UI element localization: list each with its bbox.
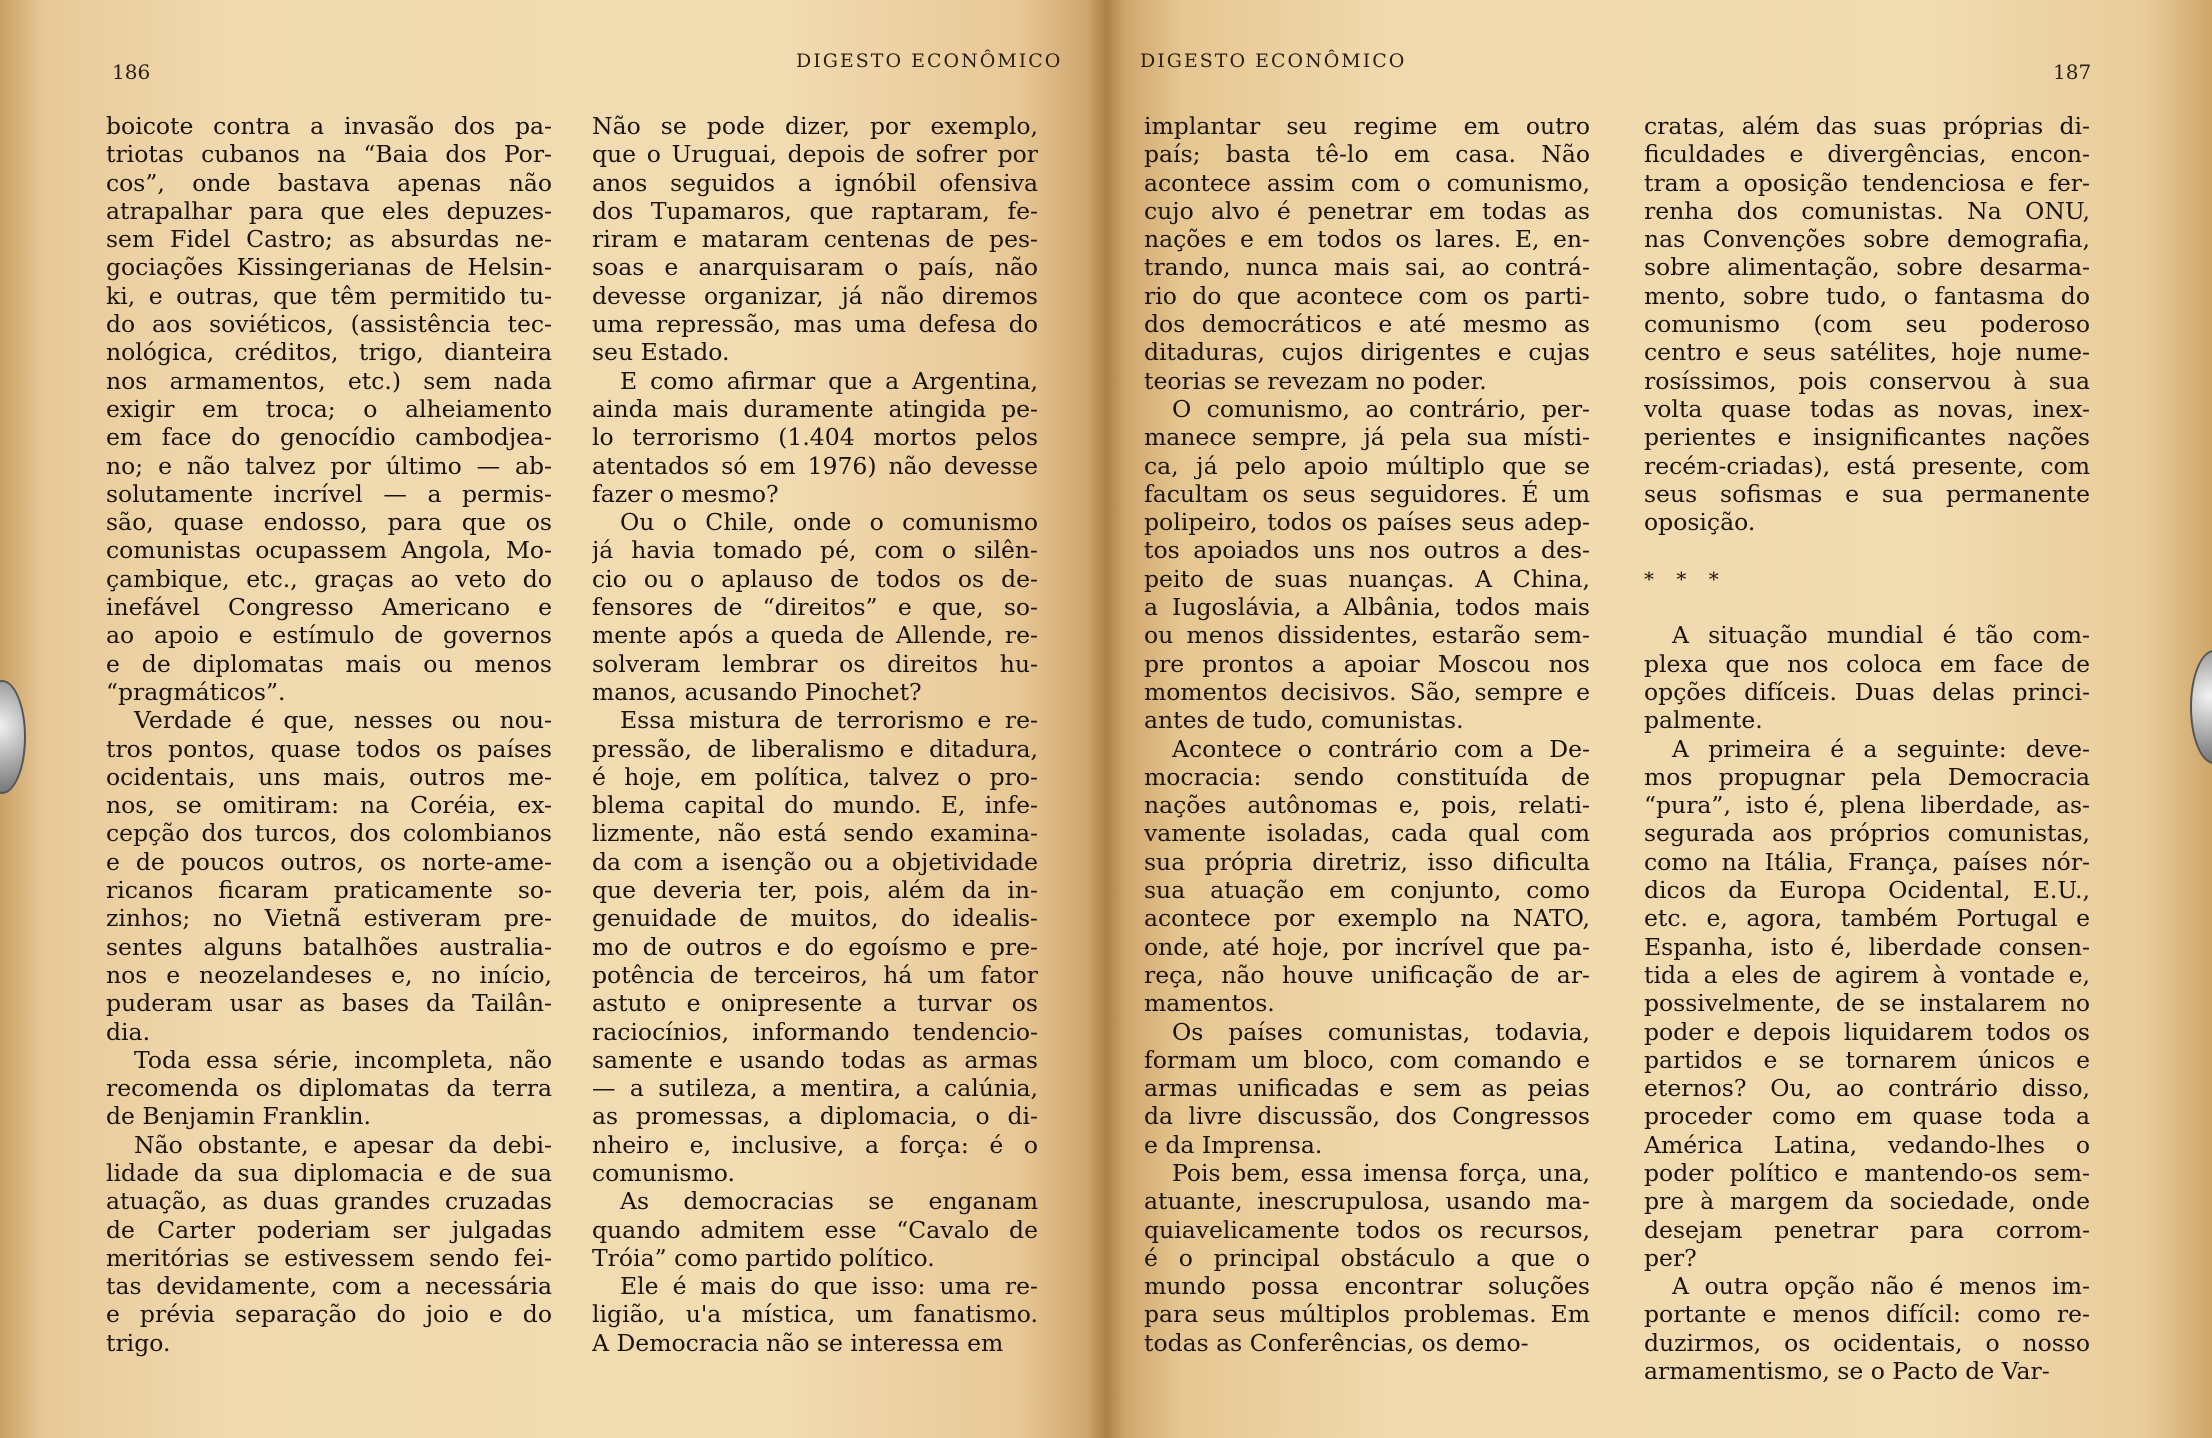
text-line: tos apoiados uns nos outros a des- — [1144, 536, 1590, 565]
text-line — [1644, 593, 2090, 621]
text-line: E como afirmar que a Argentina, — [620, 366, 1038, 395]
text-line: pre prontos a apoiar Moscou nos — [1144, 649, 1590, 678]
text-line: comunismo. — [592, 1158, 735, 1187]
text-line: teorias se revezam no poder. — [1144, 366, 1487, 395]
text-line: “pura”, isto é, plena liberdade, as- — [1644, 791, 2090, 820]
text-line: sentes alguns batalhões australia- — [106, 932, 552, 961]
text-line: ricanos ficaram praticamente so- — [106, 876, 552, 905]
text-line: dos Tupamaros, que raptaram, fe- — [592, 196, 1038, 225]
text-line: astuto e onipresente a turvar os — [592, 989, 1038, 1018]
text-line: boicote contra a invasão dos pa- — [106, 112, 552, 140]
right-page — [1106, 0, 2212, 1438]
text-line: centro e seus satélites, hoje nume- — [1644, 338, 2090, 367]
text-line: solveram lembrar os direitos hu- — [592, 649, 1038, 678]
text-line: acontece por exemplo na NATO, — [1144, 904, 1590, 933]
text-line: e de poucos outros, os norte-ame- — [106, 847, 552, 876]
text-line: quando admitem esse “Cavalo de — [592, 1215, 1038, 1244]
text-line: anos seguidos a ignóbil ofensiva — [592, 168, 1038, 197]
text-line: armas unificadas e sem as peias — [1144, 1074, 1590, 1103]
text-line: lo terrorismo (1.404 mortos pelos — [592, 423, 1038, 452]
text-line: etc. e, agora, também Portugal e — [1644, 904, 2090, 933]
text-line: armamentismo, se o Pacto de Var- — [1644, 1357, 2050, 1386]
text-line: eternos? Ou, ao contrário disso, — [1644, 1074, 2090, 1103]
text-line: fazer o mesmo? — [592, 479, 779, 508]
page-number: 186 — [112, 60, 151, 84]
text-line: da com a isenção ou a objetividade — [592, 847, 1038, 876]
text-line: seu Estado. — [592, 338, 730, 367]
text-line: lizmente, não está sendo examina- — [592, 819, 1038, 848]
text-line: mos propugnar pela Democracia — [1644, 762, 2090, 791]
text-line: nações autônomas e, pois, relati- — [1144, 791, 1590, 820]
text-line: triotas cubanos na “Baia dos Por- — [106, 140, 552, 169]
text-line: todas as Conferências, os demo- — [1144, 1328, 1529, 1357]
text-line: é hoje, em política, talvez o pro- — [592, 762, 1038, 791]
text-line: blema capital do mundo. E, infe- — [592, 791, 1038, 820]
running-head: DIGESTO ECONÔMICO — [796, 50, 1063, 72]
text-line: ao apoio e estímulo de governos — [106, 621, 552, 650]
text-line: nos e neozelandeses e, no início, — [106, 960, 552, 989]
text-line: de Carter poderiam ser julgadas — [106, 1215, 552, 1244]
text-line: Acontece o contrário com a De- — [1172, 734, 1590, 763]
text-line: tas devidamente, com a necessária — [106, 1272, 552, 1301]
text-line: nos armamentos, etc.) sem nada — [106, 366, 552, 395]
text-line: atrapalhar para que eles depuzes- — [106, 196, 552, 225]
text-line: dia. — [106, 1017, 151, 1046]
text-line: mo de outros e do egoísmo e pre- — [592, 932, 1038, 961]
text-line: “pragmáticos”. — [106, 677, 286, 706]
text-line: comunistas ocupassem Angola, Mo- — [106, 536, 552, 565]
text-line: formam um bloco, com comando e — [1144, 1045, 1590, 1074]
text-line: recém-criadas), está presente, com — [1644, 451, 2090, 480]
text-line: a Iugoslávia, a Albânia, todos mais — [1144, 593, 1590, 622]
text-line: proceder como em quase toda a — [1644, 1102, 2090, 1131]
text-line: mundo possa encontrar soluções — [1144, 1272, 1590, 1301]
text-line: A outra opção não é menos im- — [1672, 1272, 2090, 1301]
text-line: per? — [1644, 1243, 1697, 1272]
text-line: cos”, onde bastava apenas não — [106, 168, 552, 197]
text-line: As democracias se enganam — [620, 1187, 1038, 1216]
text-line: quiavelicamente todos os recursos, — [1144, 1215, 1590, 1244]
text-line: e da Imprensa. — [1144, 1130, 1323, 1159]
text-line: sobre alimentação, sobre desarma- — [1644, 253, 2090, 282]
text-line: Verdade é que, nesses ou nou- — [134, 706, 552, 735]
text-line: ocidentais, uns mais, outros me- — [106, 762, 552, 791]
text-line: O comunismo, ao contrário, per- — [1172, 394, 1590, 423]
text-line: antes de tudo, comunistas. — [1144, 706, 1464, 735]
text-line: sua própria diretriz, isso dificulta — [1144, 847, 1590, 876]
text-line: comunismo (com seu poderoso — [1644, 310, 2090, 339]
text-line: perientes e insignificantes nações — [1644, 423, 2090, 452]
text-line: Ele é mais do que isso: uma re- — [620, 1272, 1038, 1301]
text-line: Ou o Chile, onde o comunismo — [620, 508, 1038, 537]
section-break: * * * — [1644, 566, 1727, 591]
text-line: cepção dos turcos, dos colombianos — [106, 819, 552, 848]
text-line: opções difíceis. Duas delas princi- — [1644, 677, 2090, 706]
text-line: poder político e mantendo-os sem- — [1644, 1158, 2090, 1187]
text-line: momentos decisivos. São, sempre e — [1144, 677, 1590, 706]
text-line: mente após a queda de Allende, re- — [592, 621, 1038, 650]
text-line: Não se pode dizer, por exemplo, — [592, 112, 1038, 140]
text-line: nas Convenções sobre demografia, — [1644, 225, 2090, 254]
text-line: manos, acusando Pinochet? — [592, 677, 922, 706]
text-line: soas e anarquisaram o país, não — [592, 253, 1038, 282]
text-line: pressão, de liberalismo e ditadura, — [592, 734, 1038, 763]
text-line: lidade da sua diplomacia e de sua — [106, 1158, 552, 1187]
text-line: nos, se omitiram: na Coréia, ex- — [106, 791, 552, 820]
text-line: A Democracia não se interessa em — [592, 1328, 1004, 1357]
text-line: dos democráticos e até mesmo as — [1144, 310, 1590, 339]
binder-clip — [2190, 650, 2212, 764]
text-line: tram a oposição tendenciosa e fer- — [1644, 168, 2090, 197]
text-line: cujo alvo é penetrar em todas as — [1144, 196, 1590, 225]
text-line: sua atuação em conjunto, como — [1144, 876, 1590, 905]
text-line: vamente isoladas, cada qual com — [1144, 819, 1590, 848]
text-line: A primeira é a seguinte: deve- — [1672, 734, 2090, 763]
text-line: devesse organizar, já não diremos — [592, 281, 1038, 310]
text-line: genuidade de muitos, do idealis- — [592, 904, 1038, 933]
text-line: acontece assim com o comunismo, — [1144, 168, 1590, 197]
text-line: da livre discussão, dos Congressos — [1144, 1102, 1590, 1131]
text-line: e de diplomatas mais ou menos — [106, 649, 552, 678]
text-line: onde, até hoje, por incrível que pa- — [1144, 932, 1590, 961]
text-line: recomenda os diplomatas da terra — [106, 1074, 552, 1103]
text-line: ficuldades e divergências, encon- — [1644, 140, 2090, 169]
text-line: trigo. — [106, 1328, 171, 1357]
text-line — [1644, 536, 2090, 564]
text-line: Pois bem, essa imensa força, una, — [1172, 1158, 1590, 1187]
text-line: ou menos dissidentes, estarão sem- — [1144, 621, 1590, 650]
text-line: palmente. — [1644, 706, 1763, 735]
text-line: zinhos; no Vietnã estiveram pre- — [106, 904, 552, 933]
text-line: Os países comunistas, todavia, — [1172, 1017, 1590, 1046]
text-line: reça, não houve unificação de ar- — [1144, 960, 1590, 989]
text-line: país; basta tê-lo em casa. Não — [1144, 140, 1590, 169]
text-line: Não obstante, e apesar da debi- — [134, 1130, 552, 1159]
text-line: nações e em todos os lares. E, en- — [1144, 225, 1590, 254]
text-line: peito de suas nuanças. A China, — [1144, 564, 1590, 593]
text-line: que o Uruguai, depois de sofrer por — [592, 140, 1038, 169]
text-line: polipeiro, todos os países seus adep- — [1144, 508, 1590, 537]
text-line: — a sutileza, a mentira, a calúnia, — [592, 1074, 1038, 1103]
text-line: raciocínios, informando tendencio- — [592, 1017, 1038, 1046]
text-line: cratas, além das suas próprias di- — [1644, 112, 2090, 140]
text-line: nológica, créditos, trigo, dianteira — [106, 338, 552, 367]
text-line: rio do que acontece com os parti- — [1144, 281, 1590, 310]
text-line: plexa que nos coloca em face de — [1644, 649, 2090, 678]
text-line: trando, nunca mais sai, ao contrá- — [1144, 253, 1590, 282]
text-line: manece sempre, já pela sua místi- — [1144, 423, 1590, 452]
text-line: atentados só em 1976) não devesse — [592, 451, 1038, 480]
text-column — [1144, 112, 1590, 1357]
text-line: ligião, u'a mística, um fanatismo. — [592, 1300, 1038, 1329]
text-line: rosíssimos, pois conservou à sua — [1644, 366, 2090, 395]
page-number: 187 — [2053, 60, 2092, 84]
text-line: no; e não talvez por último — ab- — [106, 451, 552, 480]
text-line: Espanha, isto é, liberdade consen- — [1644, 932, 2090, 961]
text-line: mamentos. — [1144, 989, 1275, 1018]
text-line: nheiro e, inclusive, a força: é o — [592, 1130, 1038, 1159]
text-column — [592, 112, 1038, 1357]
text-line: renha dos comunistas. Na ONU, — [1644, 196, 2090, 225]
text-line: mento, sobre tudo, o fantasma do — [1644, 281, 2090, 310]
text-line: atuação, as duas grandes cruzadas — [106, 1187, 552, 1216]
text-line: potência de terceiros, há um fator — [592, 960, 1038, 989]
text-column — [106, 112, 552, 1357]
text-line: de Benjamin Franklin. — [106, 1102, 371, 1131]
text-line: solutamente incrível — a permis- — [106, 479, 552, 508]
text-line: tros pontos, quase todos os países — [106, 734, 552, 763]
text-line: duzirmos, os ocidentais, o nosso — [1644, 1328, 2090, 1357]
text-line: A situação mundial é tão com- — [1672, 621, 2090, 650]
text-line: facultam os seus seguidores. É um — [1144, 479, 1590, 508]
text-line: riram e mataram centenas de pes- — [592, 225, 1038, 254]
text-line: ki, e outras, que têm permitido tu- — [106, 281, 552, 310]
text-line: çambique, etc., graças ao veto do — [106, 564, 552, 593]
text-line: ainda mais duramente atingida pe- — [592, 394, 1038, 423]
text-line: Toda essa série, incompleta, não — [134, 1045, 552, 1074]
text-line: sem Fidel Castro; as absurdas ne- — [106, 225, 552, 254]
text-line: gociações Kissingerianas de Helsin- — [106, 253, 552, 282]
text-line: portante e menos difícil: como re- — [1644, 1300, 2090, 1329]
text-line: ditaduras, cujos dirigentes e cujas — [1144, 338, 1590, 367]
text-line: dicos da Europa Ocidental, E.U., — [1644, 876, 2090, 905]
text-line: uma repressão, mas uma defesa do — [592, 310, 1038, 339]
text-line: em face do genocídio cambodjea- — [106, 423, 552, 452]
text-line: inefável Congresso Americano e — [106, 593, 552, 622]
text-line: para seus múltiplos problemas. Em — [1144, 1300, 1590, 1329]
text-line: meritórias se estivessem sendo fei- — [106, 1243, 552, 1272]
text-line: as promessas, a diplomacia, o di- — [592, 1102, 1038, 1131]
text-line: samente e usando todas as armas — [592, 1045, 1038, 1074]
binder-clip — [0, 680, 26, 794]
text-line: puderam usar as bases da Tailân- — [106, 989, 552, 1018]
text-line: atuante, inescrupulosa, usando ma- — [1144, 1187, 1590, 1216]
running-head: DIGESTO ECONÔMICO — [1140, 50, 1407, 72]
text-line: possivelmente, de se instalarem no — [1644, 989, 2090, 1018]
text-line: que deveria ter, pois, além da in- — [592, 876, 1038, 905]
text-line: seus sofismas e sua permanente — [1644, 479, 2090, 508]
text-line: oposição. — [1644, 508, 1756, 537]
text-line: Tróia” como partido político. — [592, 1243, 935, 1272]
text-line: como na Itália, França, países nór- — [1644, 847, 2090, 876]
text-line: Essa mistura de terrorismo e re- — [620, 706, 1038, 735]
text-line: implantar seu regime em outro — [1144, 112, 1590, 140]
text-line: do aos soviéticos, (assistência tec- — [106, 310, 552, 339]
text-line: desejam penetrar para corrom- — [1644, 1215, 2090, 1244]
text-line: exigir em troca; o alheiamento — [106, 394, 552, 423]
text-column — [1644, 112, 2090, 1385]
text-line: poder e depois liquidarem todos os — [1644, 1017, 2090, 1046]
text-line: já havia tomado pé, com o silên- — [592, 536, 1038, 565]
text-line: partidos e se tornarem únicos e — [1644, 1045, 2090, 1074]
text-line: segurada aos próprios comunistas, — [1644, 819, 2090, 848]
text-line: e prévia separação do joio e do — [106, 1300, 552, 1329]
book-gutter — [1086, 0, 1126, 1438]
text-line: fensores de “direitos” e que, so- — [592, 593, 1038, 622]
text-line: volta quase todas as novas, inex- — [1644, 394, 2090, 423]
text-line: são, quase endosso, para que os — [106, 508, 552, 537]
text-line: tida a eles de agirem à vontade e, — [1644, 960, 2090, 989]
text-line: ca, já pelo apoio múltiplo que se — [1144, 451, 1590, 480]
text-line: mocracia: sendo constituída de — [1144, 762, 1590, 791]
text-line: pre à margem da sociedade, onde — [1644, 1187, 2090, 1216]
text-line: é o principal obstáculo a que o — [1144, 1243, 1590, 1272]
text-line: América Latina, vedando-lhes o — [1644, 1130, 2090, 1159]
text-line: cio ou o aplauso de todos os de- — [592, 564, 1038, 593]
